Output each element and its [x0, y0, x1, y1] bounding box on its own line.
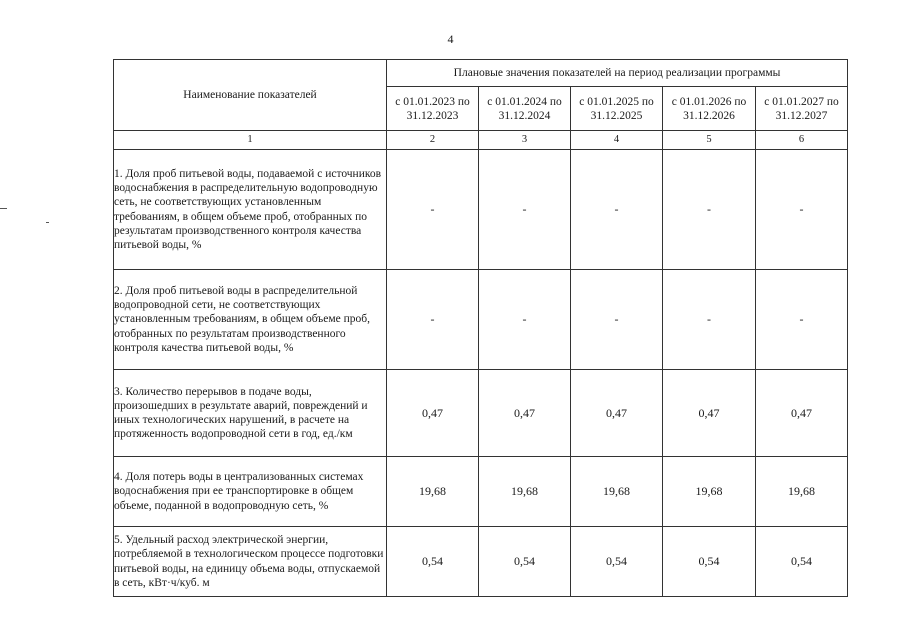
indicator-name: 5. Удельный расход электрической энергии, потребляемой в технологическом процессе подготовки питьевой воды, на единицу объема воды, отпускаемой в сеть, кВт·ч/куб. м	[114, 527, 387, 597]
indicator-value: -	[756, 150, 848, 270]
indicator-value: 0,54	[387, 527, 479, 597]
column-number: 1	[114, 131, 387, 150]
indicator-value: -	[479, 150, 571, 270]
table-row	[114, 370, 848, 457]
table-row	[114, 527, 848, 597]
indicator-value: -	[571, 270, 663, 370]
indicator-value: 0,47	[387, 370, 479, 457]
indicator-value: 19,68	[756, 457, 848, 527]
indicator-name: 4. Доля потерь воды в централизованных системах водоснабжения при ее транспортировке в общем объеме, поданной в водопроводную сеть, %	[114, 457, 387, 527]
indicator-value: 19,68	[571, 457, 663, 527]
margin-mark	[46, 222, 49, 223]
page-number: 4	[447, 32, 454, 46]
column-number: 5	[663, 131, 756, 150]
indicators-table	[113, 59, 848, 597]
indicator-name: 3. Количество перерывов в подаче воды, произошедших в результате аварий, повреждений и иных технологических нарушений, в расчете на протяженность водопроводной сети в год, ед./км	[114, 370, 387, 457]
margin-mark	[0, 208, 7, 209]
indicator-value: 0,54	[756, 527, 848, 597]
column-number-row	[114, 131, 848, 150]
column-number: 4	[571, 131, 663, 150]
header-period: с 01.01.2024 по 31.12.2024	[479, 87, 571, 131]
table-row	[114, 457, 848, 527]
indicator-name: 2. Доля проб питьевой воды в распределительной водопроводной сети, не соответствующих установленным требованиям, в общем объеме проб, отобранных по результатам производственного контроля качества питьевой воды, %	[114, 270, 387, 370]
indicator-value: -	[571, 150, 663, 270]
indicator-value: 0,54	[571, 527, 663, 597]
indicator-value: -	[663, 270, 756, 370]
indicator-value: -	[387, 150, 479, 270]
indicator-value: 0,47	[571, 370, 663, 457]
column-number: 2	[387, 131, 479, 150]
indicator-value: 19,68	[663, 457, 756, 527]
indicator-name: 1. Доля проб питьевой воды, подаваемой с источников водоснабжения в распределительную водопроводную сеть, не соответствующих установленным требованиям, в общем объеме проб, отобранных по результатам производственного контроля качества питьевой воды, %	[114, 150, 387, 270]
indicator-value: 0,47	[663, 370, 756, 457]
indicator-value: 19,68	[479, 457, 571, 527]
header-period: с 01.01.2023 по 31.12.2023	[387, 87, 479, 131]
indicator-value: -	[479, 270, 571, 370]
indicator-value: 0,47	[756, 370, 848, 457]
header-indicator-name: Наименование показателей	[114, 60, 387, 131]
indicator-value: -	[756, 270, 848, 370]
table-row	[114, 150, 848, 270]
indicator-value: -	[663, 150, 756, 270]
indicator-value: 0,47	[479, 370, 571, 457]
column-number: 6	[756, 131, 848, 150]
header-period: с 01.01.2026 по 31.12.2026	[663, 87, 756, 131]
table-row	[114, 270, 848, 370]
indicator-value: 19,68	[387, 457, 479, 527]
indicator-value: 0,54	[479, 527, 571, 597]
header-period: с 01.01.2027 по 31.12.2027	[756, 87, 848, 131]
header-period: с 01.01.2025 по 31.12.2025	[571, 87, 663, 131]
indicator-value: -	[387, 270, 479, 370]
indicator-value: 0,54	[663, 527, 756, 597]
header-planned-values: Плановые значения показателей на период реализации программы	[387, 60, 848, 87]
column-number: 3	[479, 131, 571, 150]
